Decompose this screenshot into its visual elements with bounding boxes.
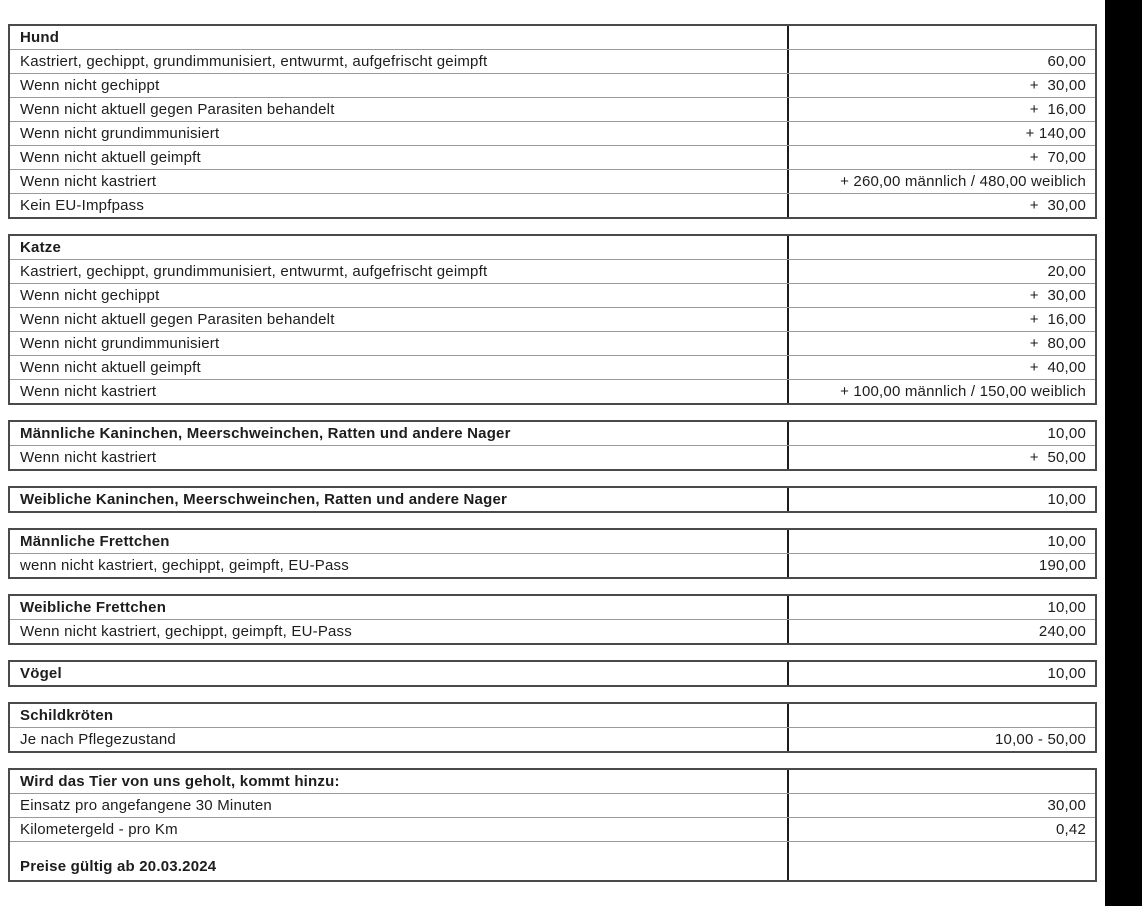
row-label: Wenn nicht kastriert <box>20 383 157 400</box>
section-schildkroeten <box>8 702 1097 753</box>
row-label: Kastriert, gechippt, grundimmunisiert, entwurmt, aufgefrischt geimpft <box>20 53 488 70</box>
row-price: + 40,00 <box>787 356 1095 379</box>
row-label: Wenn nicht aktuell gegen Parasiten behandelt <box>20 311 335 328</box>
table-row <box>10 793 1095 817</box>
side-black-band <box>1105 0 1142 906</box>
row-price: 10,00 <box>787 662 1095 685</box>
section-katze <box>8 234 1097 405</box>
row-label: Wenn nicht kastriert, gechippt, geimpft, EU-Pass <box>20 623 352 640</box>
row-label: Preise gültig ab 20.03.2024 <box>20 858 217 875</box>
table-row <box>10 97 1095 121</box>
row-price <box>787 26 1095 49</box>
row-label: Einsatz pro angefangene 30 Minuten <box>20 797 272 814</box>
row-label: Wenn nicht grundimmunisiert <box>20 125 220 142</box>
table-header-row <box>10 704 1095 727</box>
section-maennliche-nager <box>8 420 1097 471</box>
row-price: 20,00 <box>787 260 1095 283</box>
row-label: Wenn nicht gechippt <box>20 287 160 304</box>
row-price <box>787 236 1095 259</box>
section-hund <box>8 24 1097 219</box>
row-price: 60,00 <box>787 50 1095 73</box>
table-row <box>10 169 1095 193</box>
row-label: Männliche Kaninchen, Meerschweinchen, Ratten und andere Nager <box>20 425 511 442</box>
row-label: Katze <box>20 239 62 256</box>
row-label: Vögel <box>20 665 62 682</box>
row-price: + 50,00 <box>787 446 1095 469</box>
row-label: Weibliche Frettchen <box>20 599 167 616</box>
table-row <box>10 727 1095 751</box>
row-price: + 70,00 <box>787 146 1095 169</box>
row-price: 30,00 <box>787 794 1095 817</box>
table-row <box>10 817 1095 841</box>
row-label: Wenn nicht aktuell geimpft <box>20 149 201 166</box>
table-header-row <box>10 26 1095 49</box>
table-row <box>10 49 1095 73</box>
table-row <box>10 259 1095 283</box>
row-price: 10,00 - 50,00 <box>787 728 1095 751</box>
section-maennliche-frettchen <box>8 528 1097 579</box>
row-price <box>787 842 1095 880</box>
table-row <box>10 379 1095 403</box>
table-row <box>10 121 1095 145</box>
row-label: Kastriert, gechippt, grundimmunisiert, entwurmt, aufgefrischt geimpft <box>20 263 488 280</box>
section-abholung <box>8 768 1097 882</box>
table-row <box>10 445 1095 469</box>
row-price: + 30,00 <box>787 74 1095 97</box>
row-price: + 30,00 <box>787 284 1095 307</box>
row-price: 0,42 <box>787 818 1095 841</box>
row-label: Wenn nicht gechippt <box>20 77 160 94</box>
table-header-row <box>10 422 1095 445</box>
table-row <box>10 307 1095 331</box>
row-label: Wenn nicht aktuell gegen Parasiten behandelt <box>20 101 335 118</box>
row-price: + 30,00 <box>787 194 1095 217</box>
row-label: wenn nicht kastriert, gechippt, geimpft, EU-Pass <box>20 557 349 574</box>
row-label: Kein EU-Impfpass <box>20 197 145 214</box>
row-price: + 16,00 <box>787 98 1095 121</box>
row-price: 10,00 <box>787 422 1095 445</box>
row-price: 10,00 <box>787 488 1095 511</box>
table-header-row <box>10 662 1095 685</box>
row-price: + 80,00 <box>787 332 1095 355</box>
row-label: Schildkröten <box>20 707 114 724</box>
table-row <box>10 553 1095 577</box>
row-label: Weibliche Kaninchen, Meerschweinchen, Ratten und andere Nager <box>20 491 508 508</box>
row-label: Wenn nicht aktuell geimpft <box>20 359 201 376</box>
table-header-row <box>10 596 1095 619</box>
table-row <box>10 73 1095 97</box>
row-label: Männliche Frettchen <box>20 533 170 550</box>
row-label: Kilometergeld - pro Km <box>20 821 178 838</box>
row-label: Wenn nicht grundimmunisiert <box>20 335 220 352</box>
table-header-row <box>10 841 1095 880</box>
table-header-row <box>10 236 1095 259</box>
row-label: Wenn nicht kastriert <box>20 449 157 466</box>
row-label: Hund <box>20 29 60 46</box>
table-row <box>10 355 1095 379</box>
section-voegel <box>8 660 1097 687</box>
table-row <box>10 331 1095 355</box>
table-row <box>10 283 1095 307</box>
section-weibliche-frettchen <box>8 594 1097 645</box>
table-header-row <box>10 488 1095 511</box>
table-header-row <box>10 530 1095 553</box>
section-weibliche-nager <box>8 486 1097 513</box>
table-header-row <box>10 770 1095 793</box>
row-price: + 260,00 männlich / 480,00 weiblich <box>787 170 1095 193</box>
price-table <box>8 24 1097 897</box>
row-price: 240,00 <box>787 620 1095 643</box>
row-label: Wenn nicht kastriert <box>20 173 157 190</box>
row-label: Wird das Tier von uns geholt, kommt hinzu: <box>20 773 340 790</box>
row-price: + 16,00 <box>787 308 1095 331</box>
row-price <box>787 704 1095 727</box>
row-price: + 100,00 männlich / 150,00 weiblich <box>787 380 1095 403</box>
row-price: + 140,00 <box>787 122 1095 145</box>
table-row <box>10 619 1095 643</box>
row-price: 190,00 <box>787 554 1095 577</box>
row-price: 10,00 <box>787 596 1095 619</box>
table-row <box>10 145 1095 169</box>
row-label: Je nach Pflegezustand <box>20 731 176 748</box>
row-price: 10,00 <box>787 530 1095 553</box>
table-row <box>10 193 1095 217</box>
row-price <box>787 770 1095 793</box>
